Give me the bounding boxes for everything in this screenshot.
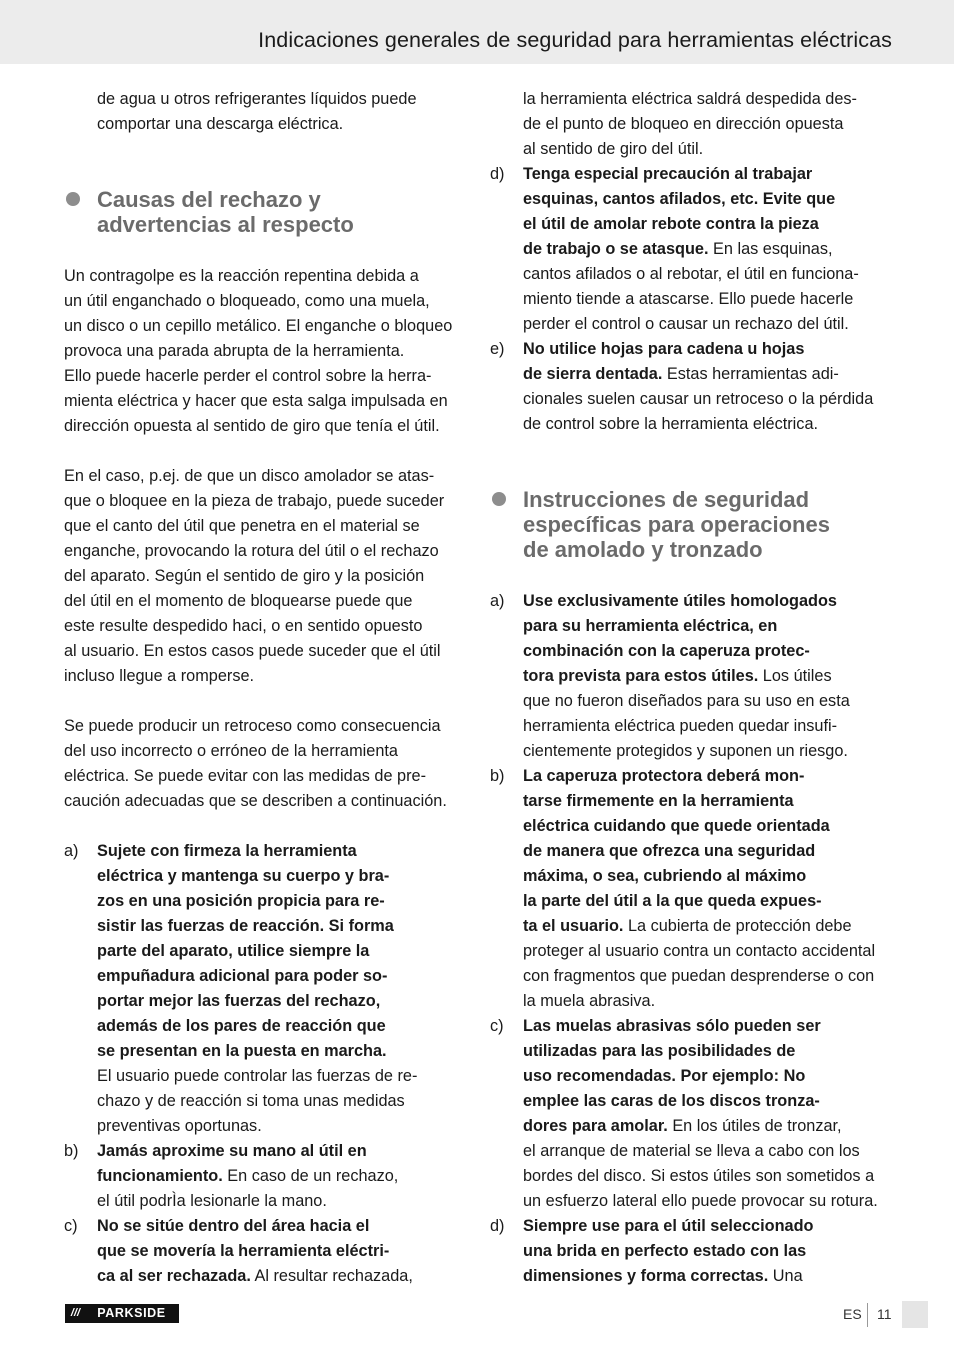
text-line: enganche, provocando la rotura del útil o el rechazo xyxy=(64,542,439,560)
page-header xyxy=(0,0,954,64)
heading-line: específicas para operaciones xyxy=(523,512,830,537)
item-letter: d) xyxy=(490,1217,505,1235)
text-line: eléctrica cuidando que quede orientada xyxy=(523,817,830,835)
bold-text: dores para amolar. xyxy=(523,1117,668,1135)
language-code: ES xyxy=(843,1306,862,1322)
normal-text: Una xyxy=(768,1267,803,1285)
item-letter: c) xyxy=(490,1017,504,1035)
text-line: eléctrica y mantenga su cuerpo y bra- xyxy=(97,867,390,885)
paragraph xyxy=(64,714,464,814)
list-item xyxy=(490,162,890,337)
text-line: Las muelas abrasivas sólo pueden ser xyxy=(523,1017,821,1035)
list-item xyxy=(490,1014,890,1214)
text-line xyxy=(523,237,890,262)
text-line: provoca una parada abrupta de la herramienta. xyxy=(64,342,405,360)
text-line: preventivas oportunas. xyxy=(97,1117,262,1135)
list-item xyxy=(490,589,890,764)
text-line: de agua u otros refrigerantes líquidos puede xyxy=(97,90,417,108)
logo-slashes: /// xyxy=(66,1305,85,1322)
text-line: el arranque de material se lleva a cabo con los xyxy=(523,1142,860,1160)
list-item xyxy=(490,764,890,1014)
text-line xyxy=(523,664,890,689)
text-line: un esfuerzo lateral ello puede provocar su rotura. xyxy=(523,1192,878,1210)
text-line: que se movería la herramienta eléctri- xyxy=(97,1242,390,1260)
text-line: el útil podrÌa lesionarle la mano. xyxy=(97,1192,327,1210)
bold-text: ta el usuario. xyxy=(523,917,624,935)
text-line: la muela abrasiva. xyxy=(523,992,656,1010)
bold-text: de trabajo o se atasque. xyxy=(523,240,709,258)
text-line: proteger al usuario contra un contacto accidental xyxy=(523,942,876,960)
text-line: con fragmentos que puedan desprenderse o con xyxy=(523,967,875,985)
text-line: el útil de amolar rebote contra la pieza xyxy=(523,215,819,233)
bold-text: funcionamiento. xyxy=(97,1167,223,1185)
text-line: máxima, o sea, cubriendo al máximo xyxy=(523,867,807,885)
text-line: del aparato. Según el sentido de giro y la posición xyxy=(64,567,425,585)
text-line: para su herramienta eléctrica, en xyxy=(523,617,778,635)
heading-line: advertencias al respecto xyxy=(97,212,354,237)
text-line: No utilice hojas para cadena u hojas xyxy=(523,340,805,358)
bold-text: ca al ser rechazada. xyxy=(97,1267,251,1285)
text-line: parte del aparato, utilice siempre la xyxy=(97,942,370,960)
right-column xyxy=(490,87,890,1289)
bullet-icon xyxy=(492,492,506,506)
text-line: cantos afilados o al rebotar, el útil en funciona- xyxy=(523,265,859,283)
text-line: un disco o un cepillo metálico. El enganche o bloqueo xyxy=(64,317,453,335)
text-line: del uso incorrecto o erróneo de la herramienta xyxy=(64,742,398,760)
text-line: un útil enganchado o bloqueado, como una muela, xyxy=(64,292,430,310)
text-line: zos en una posición propicia para re- xyxy=(97,892,385,910)
heading-line: Instrucciones de seguridad xyxy=(523,487,810,512)
text-line: Siempre use para el útil seleccionado xyxy=(523,1217,814,1235)
text-line xyxy=(523,1264,890,1289)
list-item xyxy=(64,839,464,1139)
text-line: mienta eléctrica y hacer que esta salga impulsada en xyxy=(64,392,448,410)
logo-text: PARKSIDE xyxy=(85,1305,178,1322)
text-line: combinación con la caperuza protec- xyxy=(523,642,810,660)
text-line: incluso llegue a romperse. xyxy=(64,667,255,685)
item-letter: b) xyxy=(64,1142,79,1160)
text-line: Tenga especial precaución al trabajar xyxy=(523,165,813,183)
text-line: caución adecuadas que se describen a continuación. xyxy=(64,792,447,810)
normal-text: La cubierta de protección debe xyxy=(623,917,852,935)
text-line: del útil en el momento de bloquearse puede que xyxy=(64,592,413,610)
continued-text xyxy=(490,87,890,162)
parkside-logo xyxy=(65,1304,179,1323)
text-line: una brida en perfecto estado con las xyxy=(523,1242,807,1260)
text-line: Se puede producir un retroceso como consecuencia xyxy=(64,717,441,735)
text-line: al sentido de giro del útil. xyxy=(523,140,704,158)
text-line: de control sobre la herramienta eléctrica. xyxy=(523,415,819,433)
normal-text: Los útiles xyxy=(758,667,832,685)
text-line xyxy=(97,1264,464,1289)
text-line: la herramienta eléctrica saldrá despedida des- xyxy=(523,90,857,108)
text-line: cionales suelen causar un retroceso o la pérdida xyxy=(523,390,874,408)
text-line xyxy=(523,914,890,939)
text-line: Jamás aproxime su mano al útil en xyxy=(97,1142,367,1160)
bullet-icon xyxy=(66,192,80,206)
text-line: Ello puede hacerle perder el control sobre la herra- xyxy=(64,367,432,385)
text-line: de el punto de bloqueo en dirección opuesta xyxy=(523,115,844,133)
item-letter: b) xyxy=(490,767,505,785)
text-line: la parte del útil a la que queda expues- xyxy=(523,892,822,910)
text-line: eléctrica. Se puede evitar con las medidas de pre- xyxy=(64,767,427,785)
text-line: miento tiende a atascarse. Ello puede hacerle xyxy=(523,290,854,308)
normal-text: En caso de un rechazo, xyxy=(222,1167,399,1185)
text-line: que o bloquee en la pieza de trabajo, puede suceder xyxy=(64,492,445,510)
text-line: En el caso, p.ej. de que un disco amolador se atas- xyxy=(64,467,435,485)
text-line: este resulte despedido haci, o en sentido opuesto xyxy=(64,617,423,635)
text-line: empuñadura adicional para poder so- xyxy=(97,967,388,985)
heading-line: Causas del rechazo y xyxy=(97,187,321,212)
text-line: sistir las fuerzas de reacción. Si forma xyxy=(97,917,394,935)
text-line: perder el control o causar un rechazo del útil. xyxy=(523,315,849,333)
text-line: Use exclusivamente útiles homologados xyxy=(523,592,837,610)
section-heading-grinding xyxy=(490,487,890,562)
left-column xyxy=(64,87,464,1289)
text-line: que el canto del útil que penetra en el material se xyxy=(64,517,420,535)
normal-text: Al resultar rechazada, xyxy=(250,1267,413,1285)
text-line: emplee las caras de los discos tronza- xyxy=(523,1092,820,1110)
item-letter: d) xyxy=(490,165,505,183)
text-line: chazo y de reacción si toma unas medidas xyxy=(97,1092,405,1110)
page-number: 11 xyxy=(877,1306,892,1322)
text-line: esquinas, cantos afilados, etc. Evite que xyxy=(523,190,836,208)
item-letter: e) xyxy=(490,340,505,358)
list-item xyxy=(490,337,890,437)
text-line: se presentan en la puesta en marcha. xyxy=(97,1042,387,1060)
bold-text: dimensiones y forma correctas. xyxy=(523,1267,769,1285)
paragraph xyxy=(64,264,464,439)
bold-text: de sierra dentada. xyxy=(523,365,663,383)
item-letter: a) xyxy=(64,842,79,860)
intro-text xyxy=(64,87,464,137)
text-line: portar mejor las fuerzas del rechazo, xyxy=(97,992,381,1010)
text-line: No se sitúe dentro del área hacia el xyxy=(97,1217,370,1235)
footer-box xyxy=(902,1301,928,1328)
item-letter: a) xyxy=(490,592,505,610)
text-line: de manera que ofrezca una seguridad xyxy=(523,842,816,860)
footer-divider xyxy=(867,1303,868,1327)
text-line xyxy=(97,1164,464,1189)
paragraph xyxy=(64,464,464,689)
text-line: utilizadas para las posibilidades de xyxy=(523,1042,796,1060)
list-item xyxy=(490,1214,890,1289)
page-title: Indicaciones generales de seguridad para herramientas eléctricas xyxy=(258,28,892,52)
list-item xyxy=(64,1214,464,1289)
normal-text: En las esquinas, xyxy=(708,240,833,258)
text-line: además de los pares de reacción que xyxy=(97,1017,386,1035)
text-line: bordes del disco. Si estos útiles son sometidos a xyxy=(523,1167,875,1185)
text-line: que no fueron diseñados para su uso en esta xyxy=(523,692,850,710)
text-line: Sujete con firmeza la herramienta xyxy=(97,842,357,860)
heading-line: de amolado y tronzado xyxy=(523,537,763,562)
text-line: comportar una descarga eléctrica. xyxy=(97,115,344,133)
normal-text: Estas herramientas adi- xyxy=(662,365,839,383)
text-line: al usuario. En estos casos puede suceder que el útil xyxy=(64,642,441,660)
text-line: uso recomendadas. Por ejemplo: No xyxy=(523,1067,806,1085)
text-line: dirección opuesta al sentido de giro que tenía el útil. xyxy=(64,417,440,435)
text-line: Un contragolpe es la reacción repentina debida a xyxy=(64,267,419,285)
text-line: herramienta eléctrica pueden quedar insufi- xyxy=(523,717,838,735)
item-letter: c) xyxy=(64,1217,78,1235)
text-line xyxy=(523,1114,890,1139)
text-line: El usuario puede controlar las fuerzas de re- xyxy=(97,1067,418,1085)
text-line: La caperuza protectora deberá mon- xyxy=(523,767,805,785)
list-item xyxy=(64,1139,464,1214)
bold-text: tora prevista para estos útiles. xyxy=(523,667,759,685)
text-line: tarse firmemente en la herramienta xyxy=(523,792,794,810)
text-line: cientemente protegidos y suponen un riesgo. xyxy=(523,742,848,760)
normal-text: En los útiles de tronzar, xyxy=(667,1117,842,1135)
section-heading-kickback xyxy=(64,187,464,237)
text-line xyxy=(523,362,890,387)
